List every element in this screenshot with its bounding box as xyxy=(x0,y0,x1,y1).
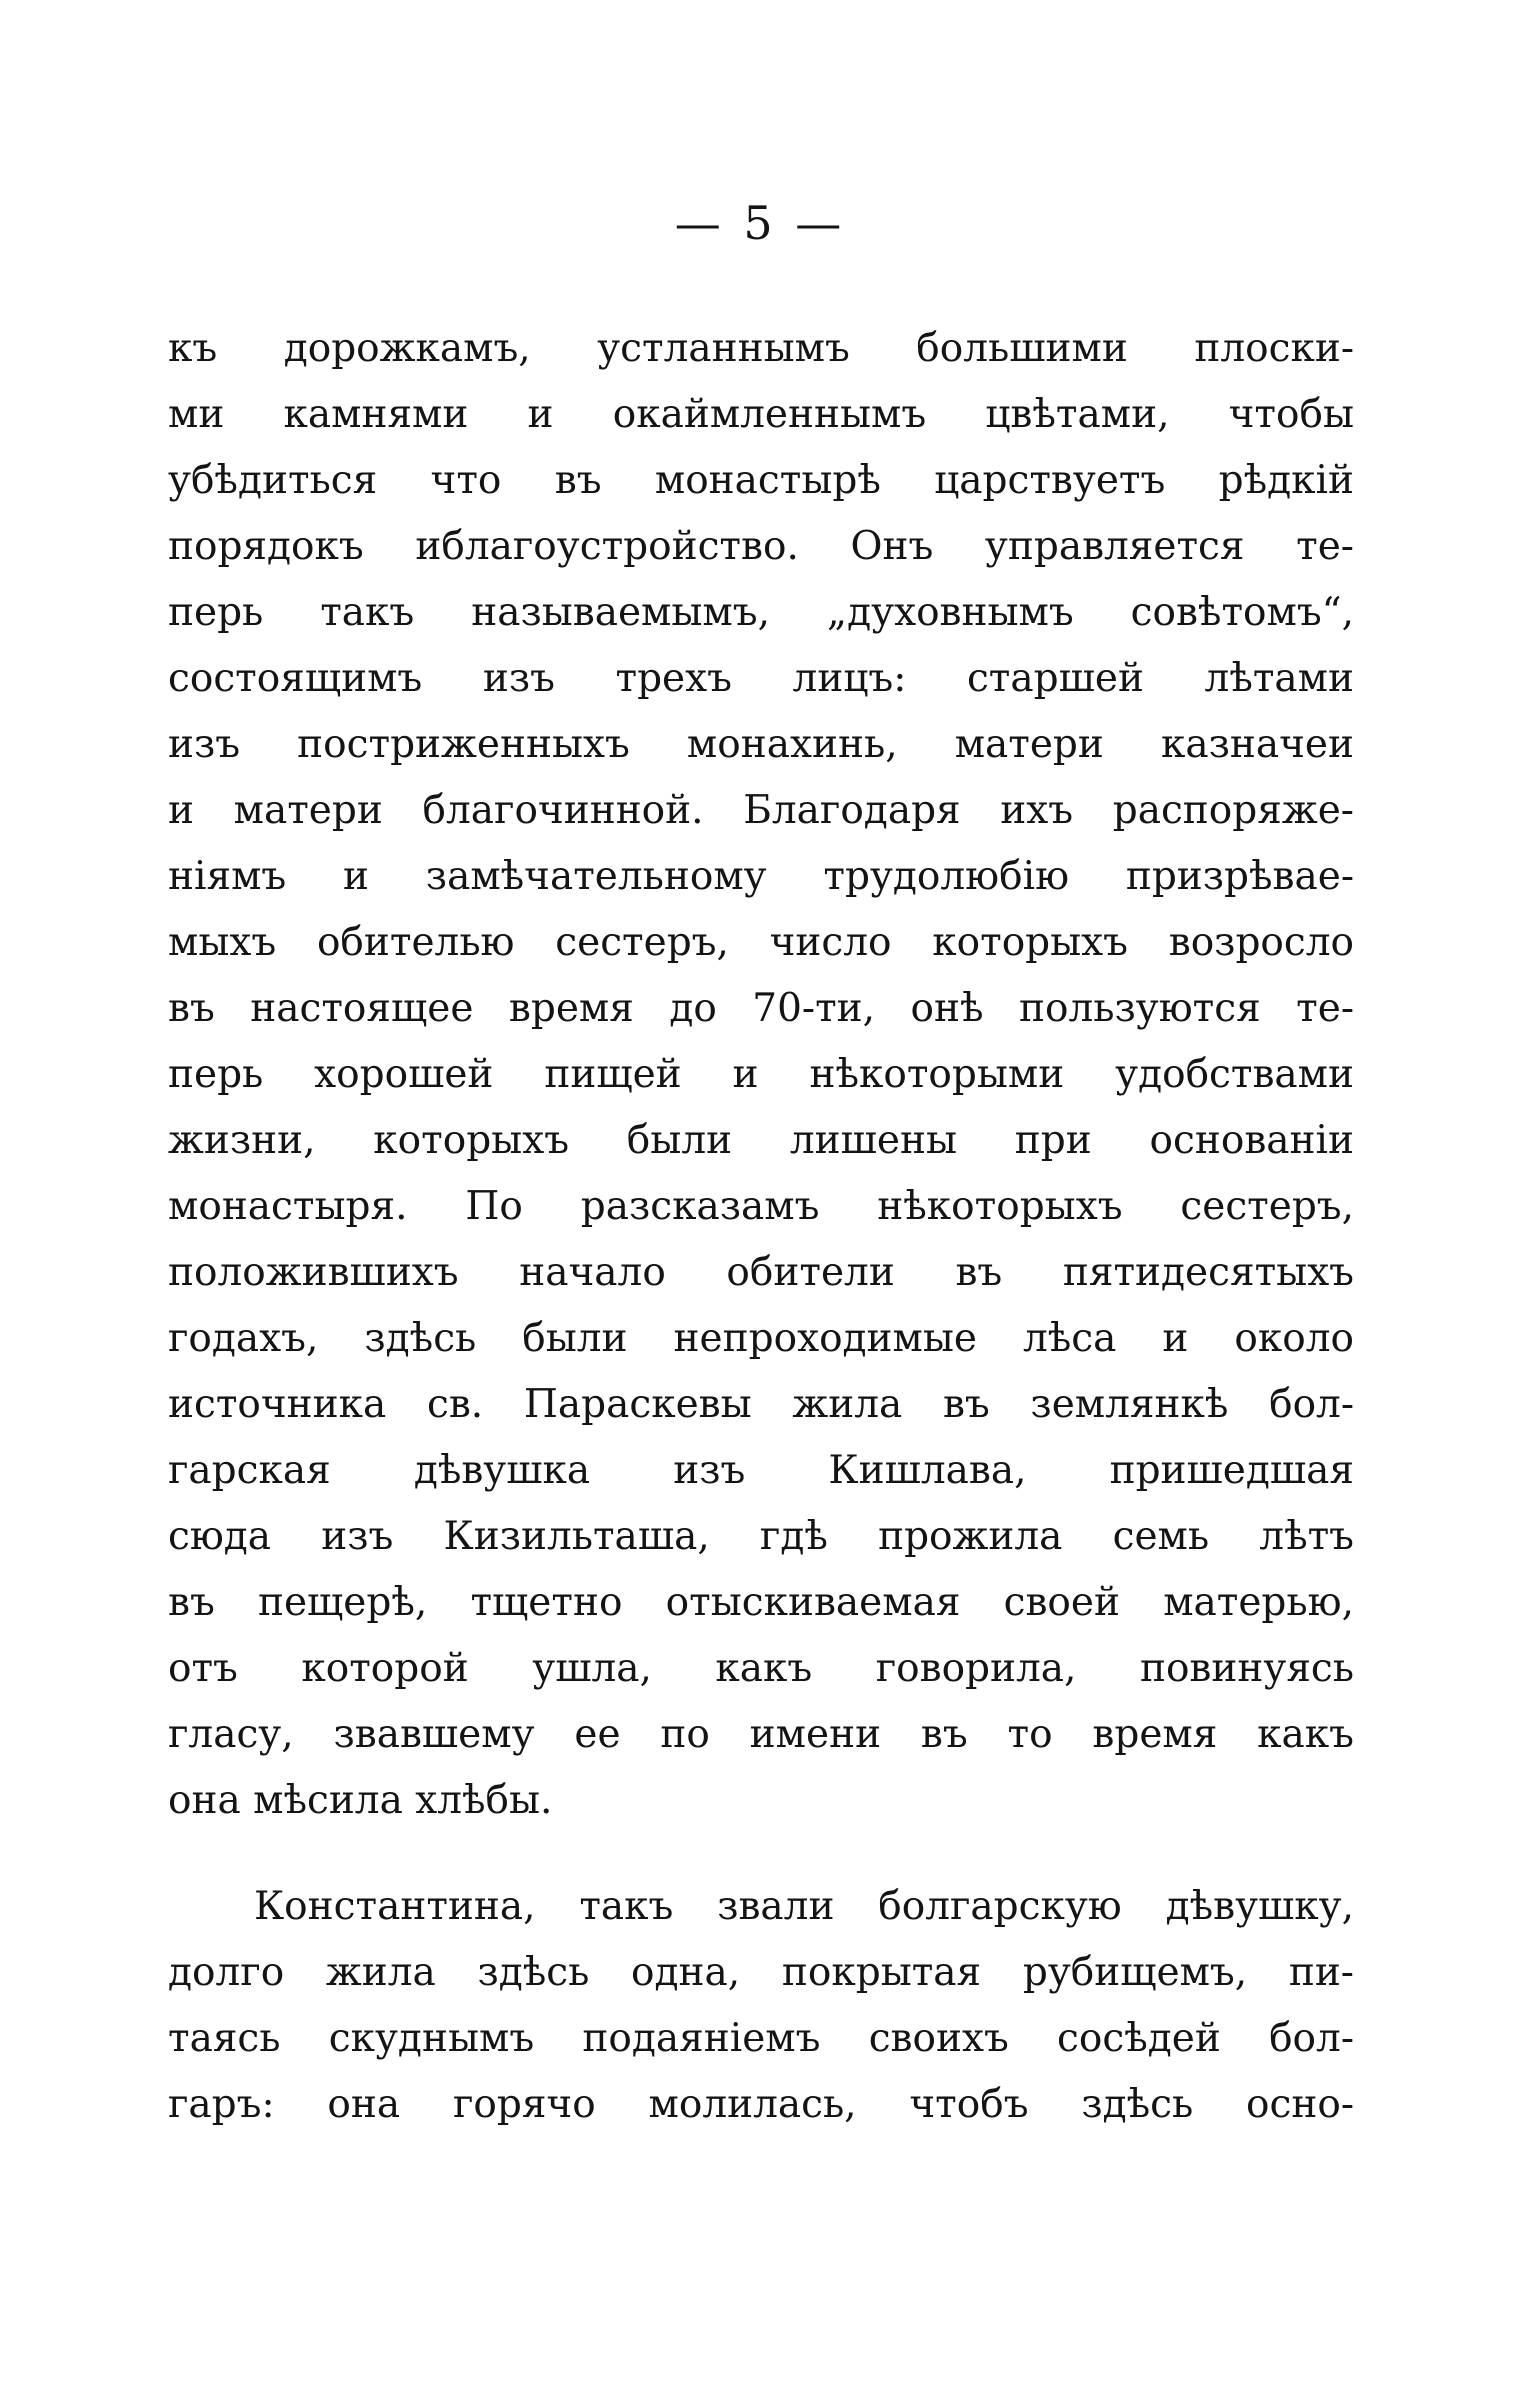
text-line: порядокъ иблагоустройство. Онъ управляется те- xyxy=(168,524,1354,569)
text-line: къ дорожкамъ, устланнымъ большими плоски- xyxy=(168,326,1354,371)
text-line: годахъ, здѣсь были непроходимые лѣса и около xyxy=(168,1316,1354,1361)
text-line: гаръ: она горячо молилась, чтобъ здѣсь осно- xyxy=(168,2082,1354,2127)
text-line: перь хорошей пищей и нѣкоторыми удобствами xyxy=(168,1052,1354,1097)
text-line: и матери благочинной. Благодаря ихъ распоряже- xyxy=(168,788,1354,833)
text-line: гласу, звавшему ее по имени въ то время какъ xyxy=(168,1712,1354,1757)
text-line: гарская дѣвушка изъ Кишлава, пришедшая xyxy=(168,1448,1354,1493)
text-line: ніямъ и замѣчательному трудолюбію призрѣвае- xyxy=(168,854,1354,899)
text-line: перь такъ называемымъ, „духовнымъ совѣтомъ“, xyxy=(168,590,1354,635)
text-line: въ пещерѣ, тщетно отыскиваемая своей матерью, xyxy=(168,1580,1354,1625)
text-line: въ настоящее время до 70-ти, онѣ пользуются те- xyxy=(168,986,1354,1031)
text-line: она мѣсила хлѣбы. xyxy=(168,1778,553,1823)
paragraph xyxy=(168,316,1354,1834)
text-line: состоящимъ изъ трехъ лицъ: старшей лѣтами xyxy=(168,656,1354,701)
text-line: сюда изъ Кизильташа, гдѣ прожила семь лѣтъ xyxy=(168,1514,1354,1559)
text-line: жизни, которыхъ были лишены при основаніи xyxy=(168,1118,1354,1163)
text-line: убѣдиться что въ монастырѣ царствуетъ рѣдкій xyxy=(168,458,1354,503)
text-line: таясь скуднымъ подаяніемъ своихъ сосѣдей бол- xyxy=(168,2016,1354,2061)
text-line: монастыря. По разсказамъ нѣкоторыхъ сестеръ, xyxy=(168,1184,1354,1229)
paragraph xyxy=(168,1874,1354,2138)
body-text xyxy=(168,316,1354,2138)
page-number: — 5 — xyxy=(674,196,846,250)
text-line: Константина, такъ звали болгарскую дѣвушку, xyxy=(254,1884,1354,1929)
text-line: источника св. Параскевы жила въ землянкѣ бол- xyxy=(168,1382,1354,1427)
text-line: ми камнями и окаймленнымъ цвѣтами, чтобы xyxy=(168,392,1354,437)
text-line: долго жила здѣсь одна, покрытая рубищемъ, пи- xyxy=(168,1950,1354,1995)
text-line: мыхъ обителью сестеръ, число которыхъ возросло xyxy=(168,920,1354,965)
paragraph-gap xyxy=(168,1834,1354,1874)
text-line: изъ постриженныхъ монахинь, матери казначеи xyxy=(168,722,1354,767)
text-line: отъ которой ушла, какъ говорила, повинуясь xyxy=(168,1646,1354,1691)
text-line: положившихъ начало обители въ пятидесятыхъ xyxy=(168,1250,1354,1295)
